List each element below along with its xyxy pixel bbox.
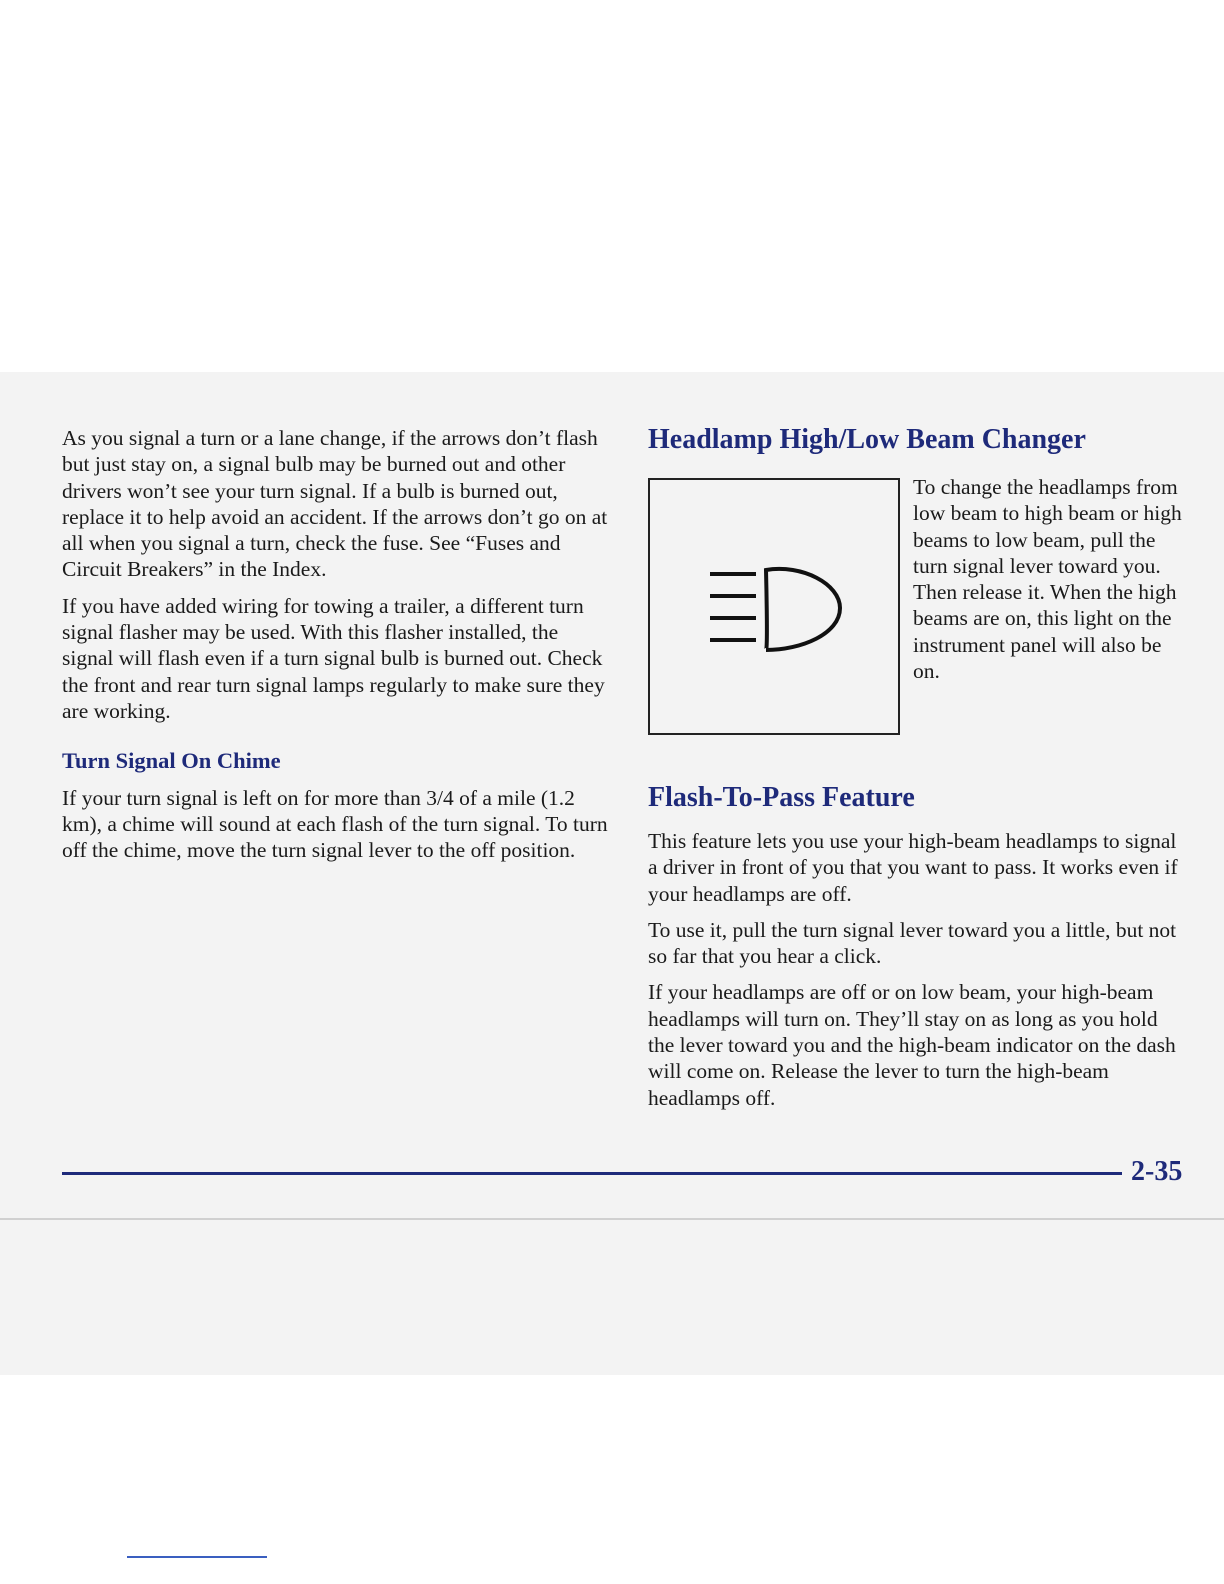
right-column [648, 422, 1188, 1121]
trailer-wiring-paragraph: If you have added wiring for towing a trailer, a different turn signal flasher may be used. With this flasher installed, the signal will flash even if a turn signal bulb is burned out. Check the front and rear turn signal lamps regularly to make sure they are working. [62, 593, 605, 723]
flash-paragraph-3: If your headlamps are off or on low beam, your high-beam headlamps will turn on. They’ll stay on as long as you hold the lever toward you and the high-beam indicator on the dash will come on. Release the lever to turn the high-beam headlamps off. [648, 980, 1176, 1110]
page-edge-divider [0, 1218, 1224, 1220]
footer-rule [62, 1172, 1122, 1175]
beam-figure [648, 475, 1188, 740]
high-beam-icon-box [648, 478, 900, 735]
turn-signal-paragraph: As you signal a turn or a lane change, if the arrows don’t flash but just stay on, a signal bulb may be burned out and other drivers won’t see your turn signal. If a bulb is burned out, replace it to help avoid an accident. If the arrows don’t go on at all when you signal a turn, check the fuse. See “Fuses and Circuit Breakers” in the Index. [62, 426, 608, 582]
bottom-corner-line [127, 1556, 267, 1558]
beam-changer-heading: Headlamp High/Low Beam Changer [648, 424, 1086, 455]
page-number: 2-35 [1131, 1156, 1183, 1187]
flash-paragraph-1: This feature lets you use your high-beam headlamps to signal a driver in front of you that you want to pass. It works even if your headlamps are off. [648, 829, 1178, 906]
chime-paragraph: If your turn signal is left on for more than 3/4 of a mile (1.2 km), a chime will sound at each flash of the turn signal. To turn off the chime, move the turn signal lever to the off position. [62, 785, 608, 863]
beam-changer-text: To change the headlamps from low beam to high beam or high beams to low beam, pull the turn signal lever toward you. Then release it. When the high beams are on, this light on the instrument panel will also be on. [913, 475, 1182, 684]
chime-heading: Turn Signal On Chime [62, 748, 281, 774]
flash-to-pass-heading: Flash-To-Pass Feature [648, 782, 915, 813]
high-beam-indicator-icon [706, 562, 846, 658]
left-column [62, 425, 610, 873]
flash-paragraph-2: To use it, pull the turn signal lever toward you a little, but not so far that you hear a click. [648, 917, 1177, 969]
